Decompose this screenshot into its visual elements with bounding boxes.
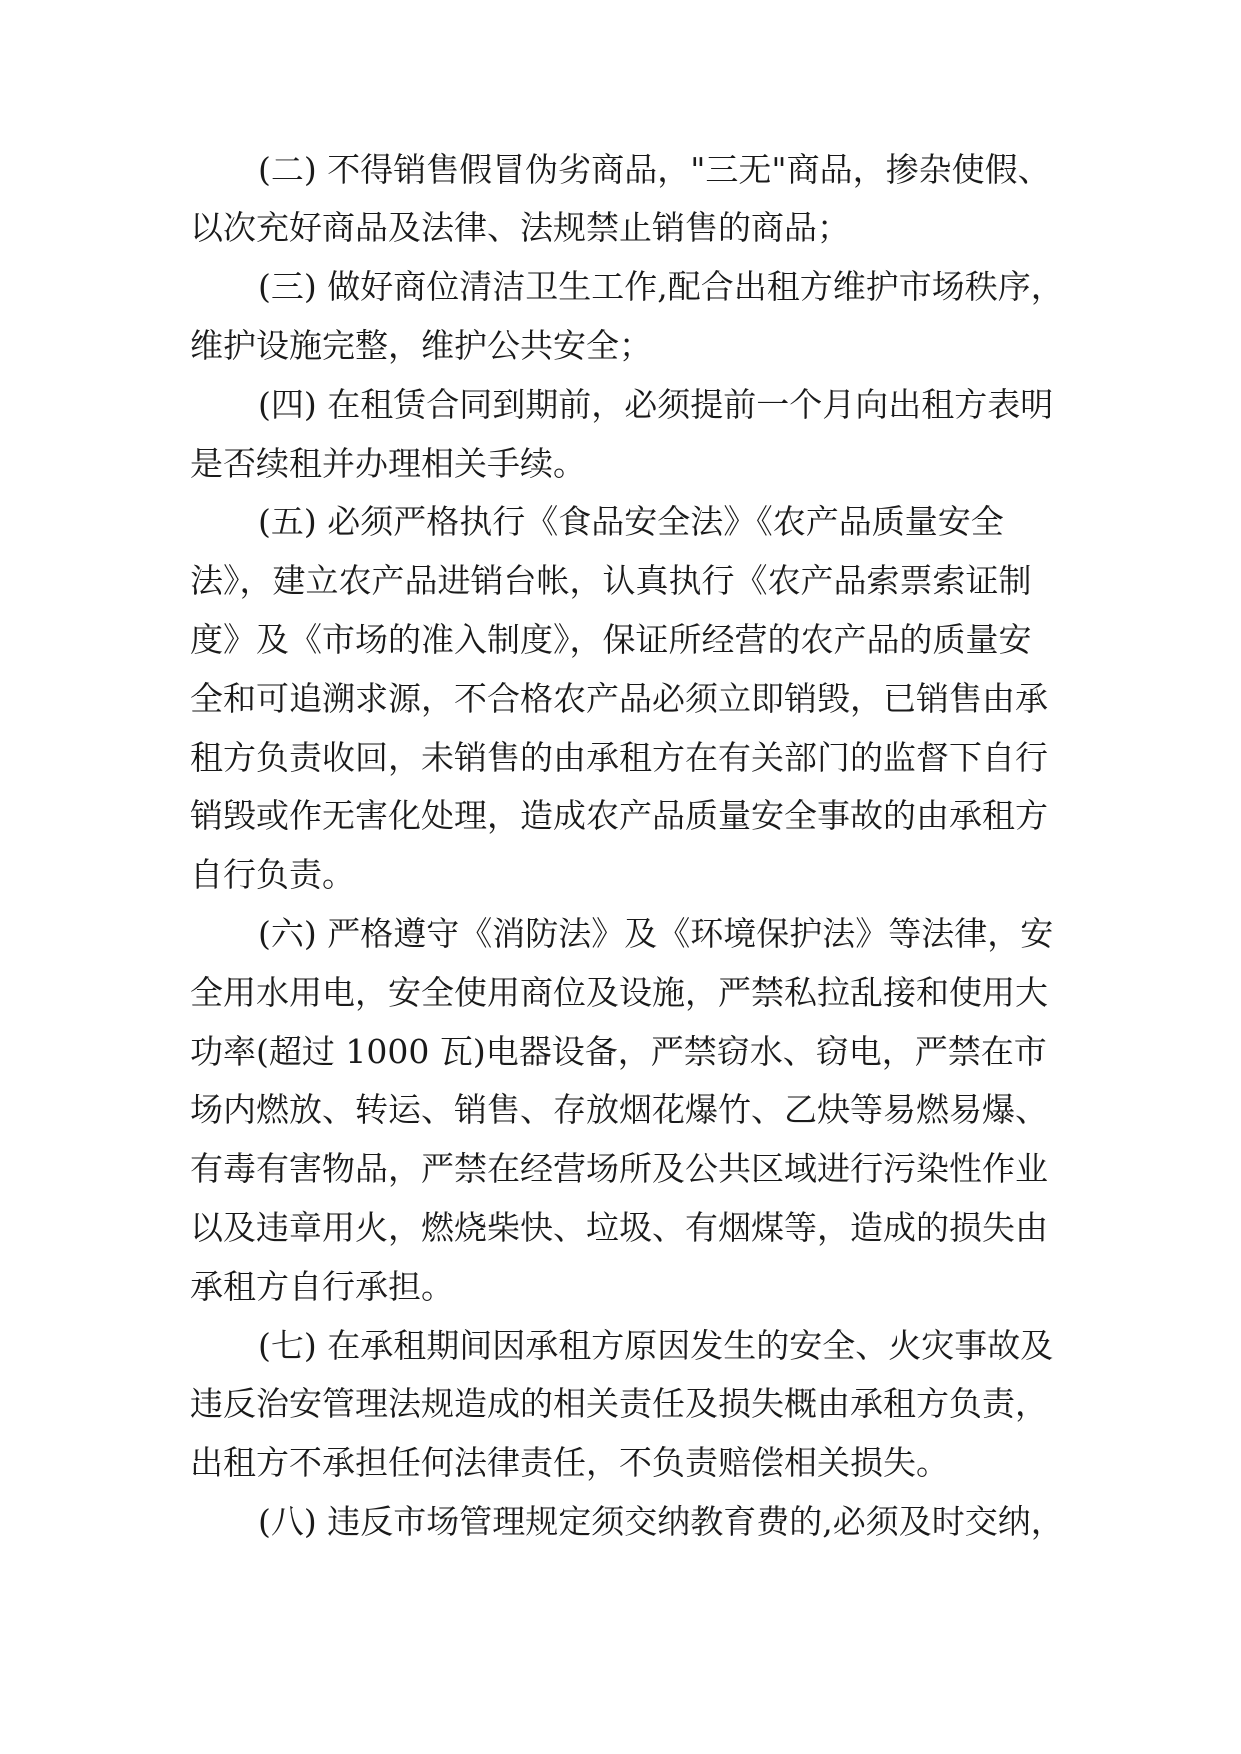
clause-6-line-2: 全用水用电，安全使用商位及设施，严禁私拉乱接和使用大 [190,973,1048,1012]
clause-2-line-1: (二) 不得销售假冒伪劣商品，"三无"商品，掺杂使假、 [258,150,1051,189]
clause-6-line-6: 以及违章用火，燃烧柴快、垃圾、有烟煤等，造成的损失由 [190,1208,1048,1247]
clause-3-line-2: 维护设施完整，维护公共安全； [190,326,652,365]
clause-5-line-5: 租方负责收回，未销售的由承租方在有关部门的监督下自行 [190,738,1048,777]
clause-4-line-1: (四) 在租赁合同到期前，必须提前一个月向出租方表明 [258,385,1054,424]
clause-5-line-2: 法》，建立农产品进销台帐，认真执行《农产品索票索证制 [190,561,1032,600]
clause-5-line-7: 自行负责。 [190,855,355,894]
clause-4-line-2: 是否续租并办理相关手续。 [190,444,586,483]
clause-7-line-2: 违反治安管理法规造成的相关责任及损失概由承租方负责， [190,1384,1048,1423]
clause-2-line-2: 以次充好商品及法律、法规禁止销售的商品； [190,208,850,247]
clause-7-line-3: 出租方不承担任何法律责任，不负责赔偿相关损失。 [190,1443,949,1482]
clause-5-line-6: 销毁或作无害化处理，造成农产品质量安全事故的由承租方 [190,796,1048,835]
clause-6-line-4: 场内燃放、转运、销售、存放烟花爆竹、乙炔等易燃易爆、 [190,1090,1048,1129]
clause-5-line-4: 全和可追溯求源，不合格农产品必须立即销毁，已销售由承 [190,679,1048,718]
clause-5-line-1: (五) 必须严格执行《食品安全法》《农产品质量安全 [258,502,1004,541]
clause-3-line-1: (三) 做好商位清洁卫生工作,配合出租方维护市场秩序， [258,267,1064,306]
clause-5-line-3: 度》及《市场的准入制度》，保证所经营的农产品的质量安 [190,620,1032,659]
clause-6-line-5: 有毒有害物品，严禁在经营场所及公共区域进行污染性作业 [190,1149,1048,1188]
clause-8-line-1: (八) 违反市场管理规定须交纳教育费的,必须及时交纳， [258,1502,1064,1541]
clause-6-line-3: 功率(超过 1000 瓦)电器设备，严禁窃水、窃电，严禁在市 [190,1032,1047,1071]
clause-7-line-1: (七) 在承租期间因承租方原因发生的安全、火灾事故及 [258,1326,1054,1365]
clause-6-line-7: 承租方自行承担。 [190,1267,454,1306]
clause-6-line-1: (六) 严格遵守《消防法》及《环境保护法》等法律，安 [258,914,1054,953]
